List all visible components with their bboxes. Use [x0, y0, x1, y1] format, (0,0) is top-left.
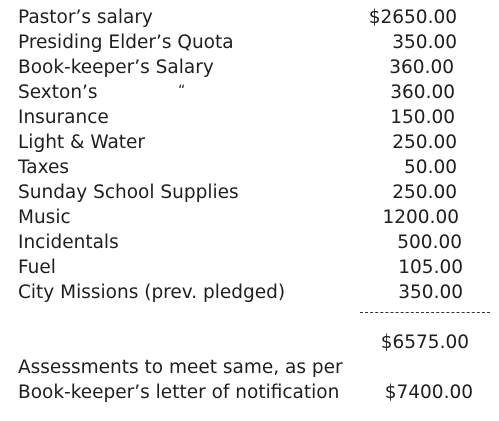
item-label-taxes: Taxes [18, 157, 69, 178]
item-label-sexton: Sexton’s [18, 82, 98, 103]
item-label-pastor-salary: Pastor’s salary [18, 7, 153, 28]
item-amount-presiding-elder-quota: 350.00 [392, 32, 457, 53]
item-amount-music: 1200.00 [382, 207, 459, 228]
item-amount-fuel: 105.00 [398, 257, 463, 278]
total-divider [360, 312, 490, 313]
item-amount-bookkeeper-salary: 360.00 [389, 57, 454, 78]
item-amount-taxes: 50.00 [404, 157, 457, 178]
item-label-insurance: Insurance [18, 107, 109, 128]
item-amount-insurance: 150.00 [390, 107, 455, 128]
assessment-amount: $7400.00 [384, 382, 473, 403]
item-label-presiding-elder-quota: Presiding Elder’s Quota [18, 32, 234, 53]
item-label-incidentals: Incidentals [18, 232, 119, 253]
item-label-fuel: Fuel [18, 257, 56, 278]
item-amount-sexton: 360.00 [390, 82, 455, 103]
item-label-light-water: Light & Water [18, 132, 146, 153]
item-amount-light-water: 250.00 [392, 132, 457, 153]
item-label-bookkeeper-salary: Book-keeper’s Salary [18, 57, 214, 78]
item-amount-city-missions: 350.00 [398, 282, 463, 303]
assessment-line-1: Assessments to meet same, as per [18, 357, 343, 378]
item-label-city-missions: City Missions (prev. pledged) [18, 282, 286, 303]
ditto-mark: “ [178, 83, 186, 99]
item-label-sunday-school-supplies: Sunday School Supplies [18, 182, 239, 203]
item-label-music: Music [18, 207, 71, 228]
total-amount: $6575.00 [380, 332, 469, 353]
item-amount-sunday-school-supplies: 250.00 [392, 182, 457, 203]
assessment-line-2: Book-keeper’s letter of notification [18, 382, 340, 403]
item-amount-incidentals: 500.00 [397, 232, 462, 253]
item-amount-pastor-salary: $2650.00 [368, 7, 457, 28]
